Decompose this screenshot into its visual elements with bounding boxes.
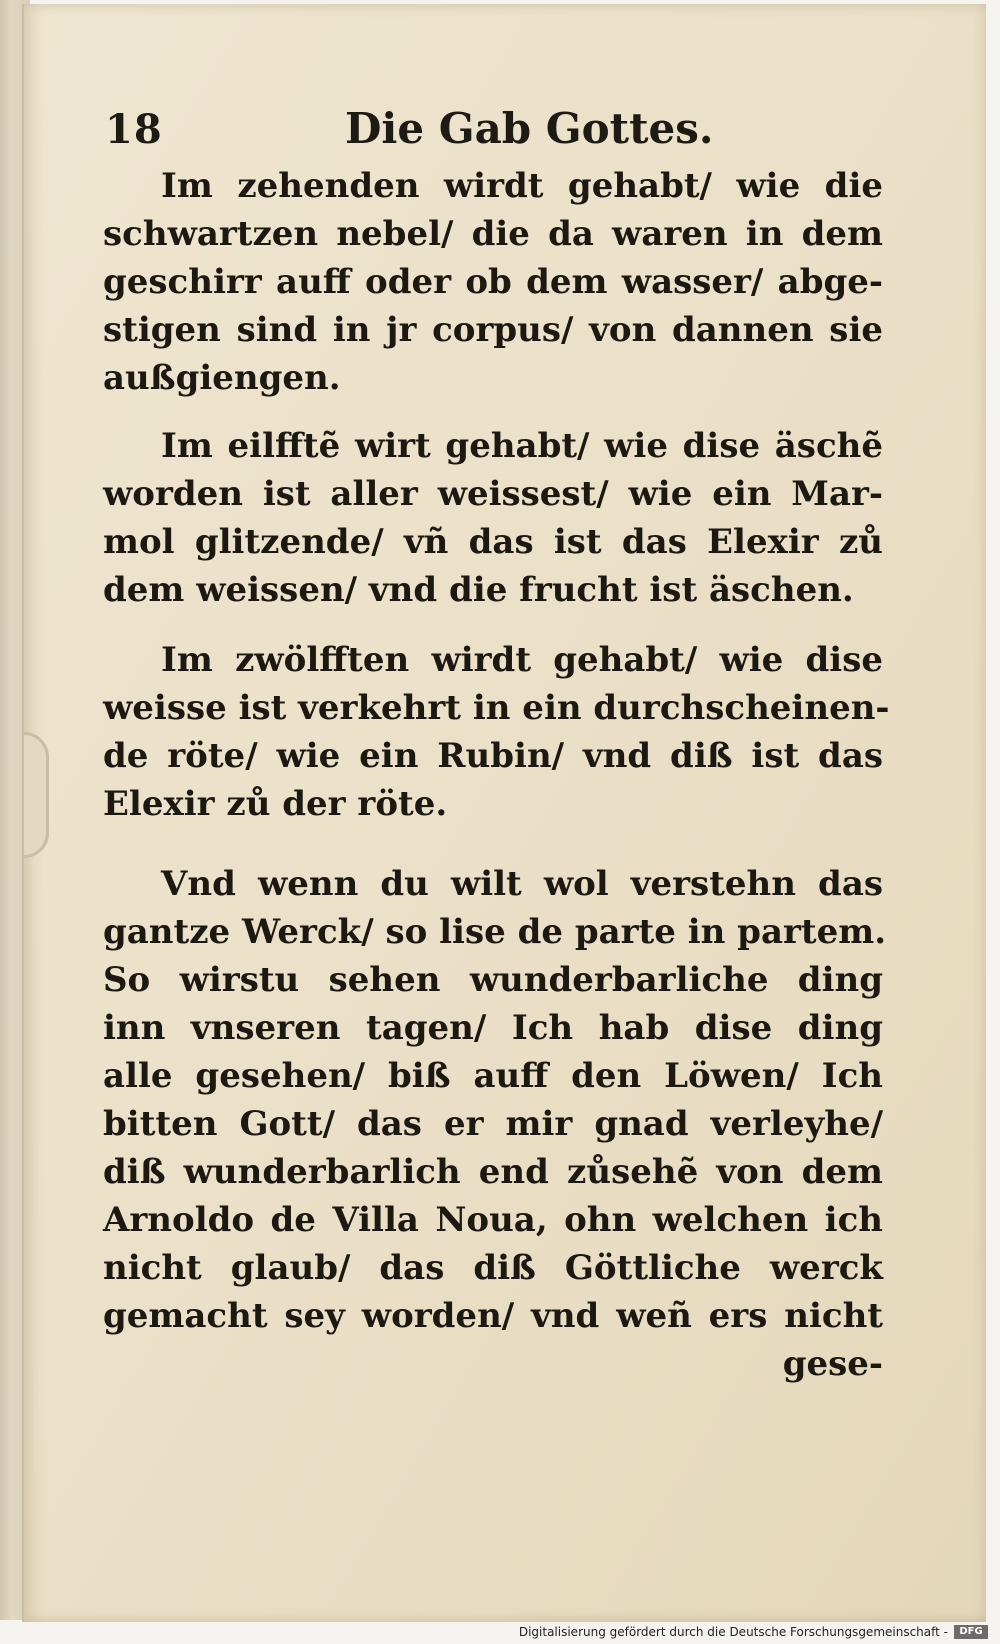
text-line: geschirr auff oder ob dem wasser/ abge- [103,262,883,302]
text-line: inn vnseren tagen/ Ich hab dise ding [103,1008,883,1048]
text-line: Arnoldo de Villa Noua, ohn welchen ich [103,1200,883,1240]
text-line: Vnd wenn du wilt wol verstehn das [161,864,883,904]
text-line: Im eilfftẽ wirt gehabt/ wie dise äschẽ [161,426,883,466]
text-line: nicht glaub/ das diß Göttliche werck [103,1248,883,1288]
dfg-logo-icon: DFG [954,1625,988,1639]
funding-credit: Digitalisierung gefördert durch die Deutsche Forschungsgemeinschaft - [518,1625,948,1639]
text-line: de röte/ wie ein Rubin/ vnd diß ist das [103,736,883,776]
text-line: Elexir zů der röte. [103,784,448,824]
text-line: worden ist aller weissest/ wie ein Mar- [103,474,883,514]
paragraph-4 [103,860,887,1388]
text-line: Im zwölfften wirdt gehabt/ wie dise [161,640,883,680]
digitization-footer [0,1622,1000,1644]
text-line: schwartzen nebel/ die da waren in dem [103,214,883,254]
text-line: außgiengen. [103,358,341,398]
running-title: Die Gab Gottes. [345,104,714,153]
text-line: mol glitzende/ vñ das ist das Elexir zů [103,522,883,562]
text-line: gemacht sey worden/ vnd weñ ers nicht [103,1296,883,1336]
text-line: diß wunderbarlich end zůsehẽ von dem [103,1152,883,1192]
text-line: weisse ist verkehrt in ein durchscheinen- [103,688,890,728]
text-line: gantze Werck/ so lise de parte in partem. [103,912,887,952]
text-line: dem weissen/ vnd die frucht ist äschen. [103,570,854,610]
catchword: gese- [782,1344,883,1384]
text-line: So wirstu sehen wunderbarliche ding [103,960,883,1000]
page-number: 18 [105,106,163,153]
paragraph-3 [103,636,890,828]
text-line: alle gesehen/ biß auff den Löwen/ Ich [103,1056,883,1096]
paragraph-1 [103,162,883,402]
text-line: Im zehenden wirdt gehabt/ wie die [161,166,883,206]
paragraph-2 [103,422,883,614]
page-header [105,100,885,160]
text-line: stigen sind in jr corpus/ von dannen sie [103,310,883,350]
body-text [103,162,890,1408]
page-tab-notch [24,732,49,858]
text-line: bitten Gott/ das er mir gnad verleyhe/ [103,1104,883,1144]
